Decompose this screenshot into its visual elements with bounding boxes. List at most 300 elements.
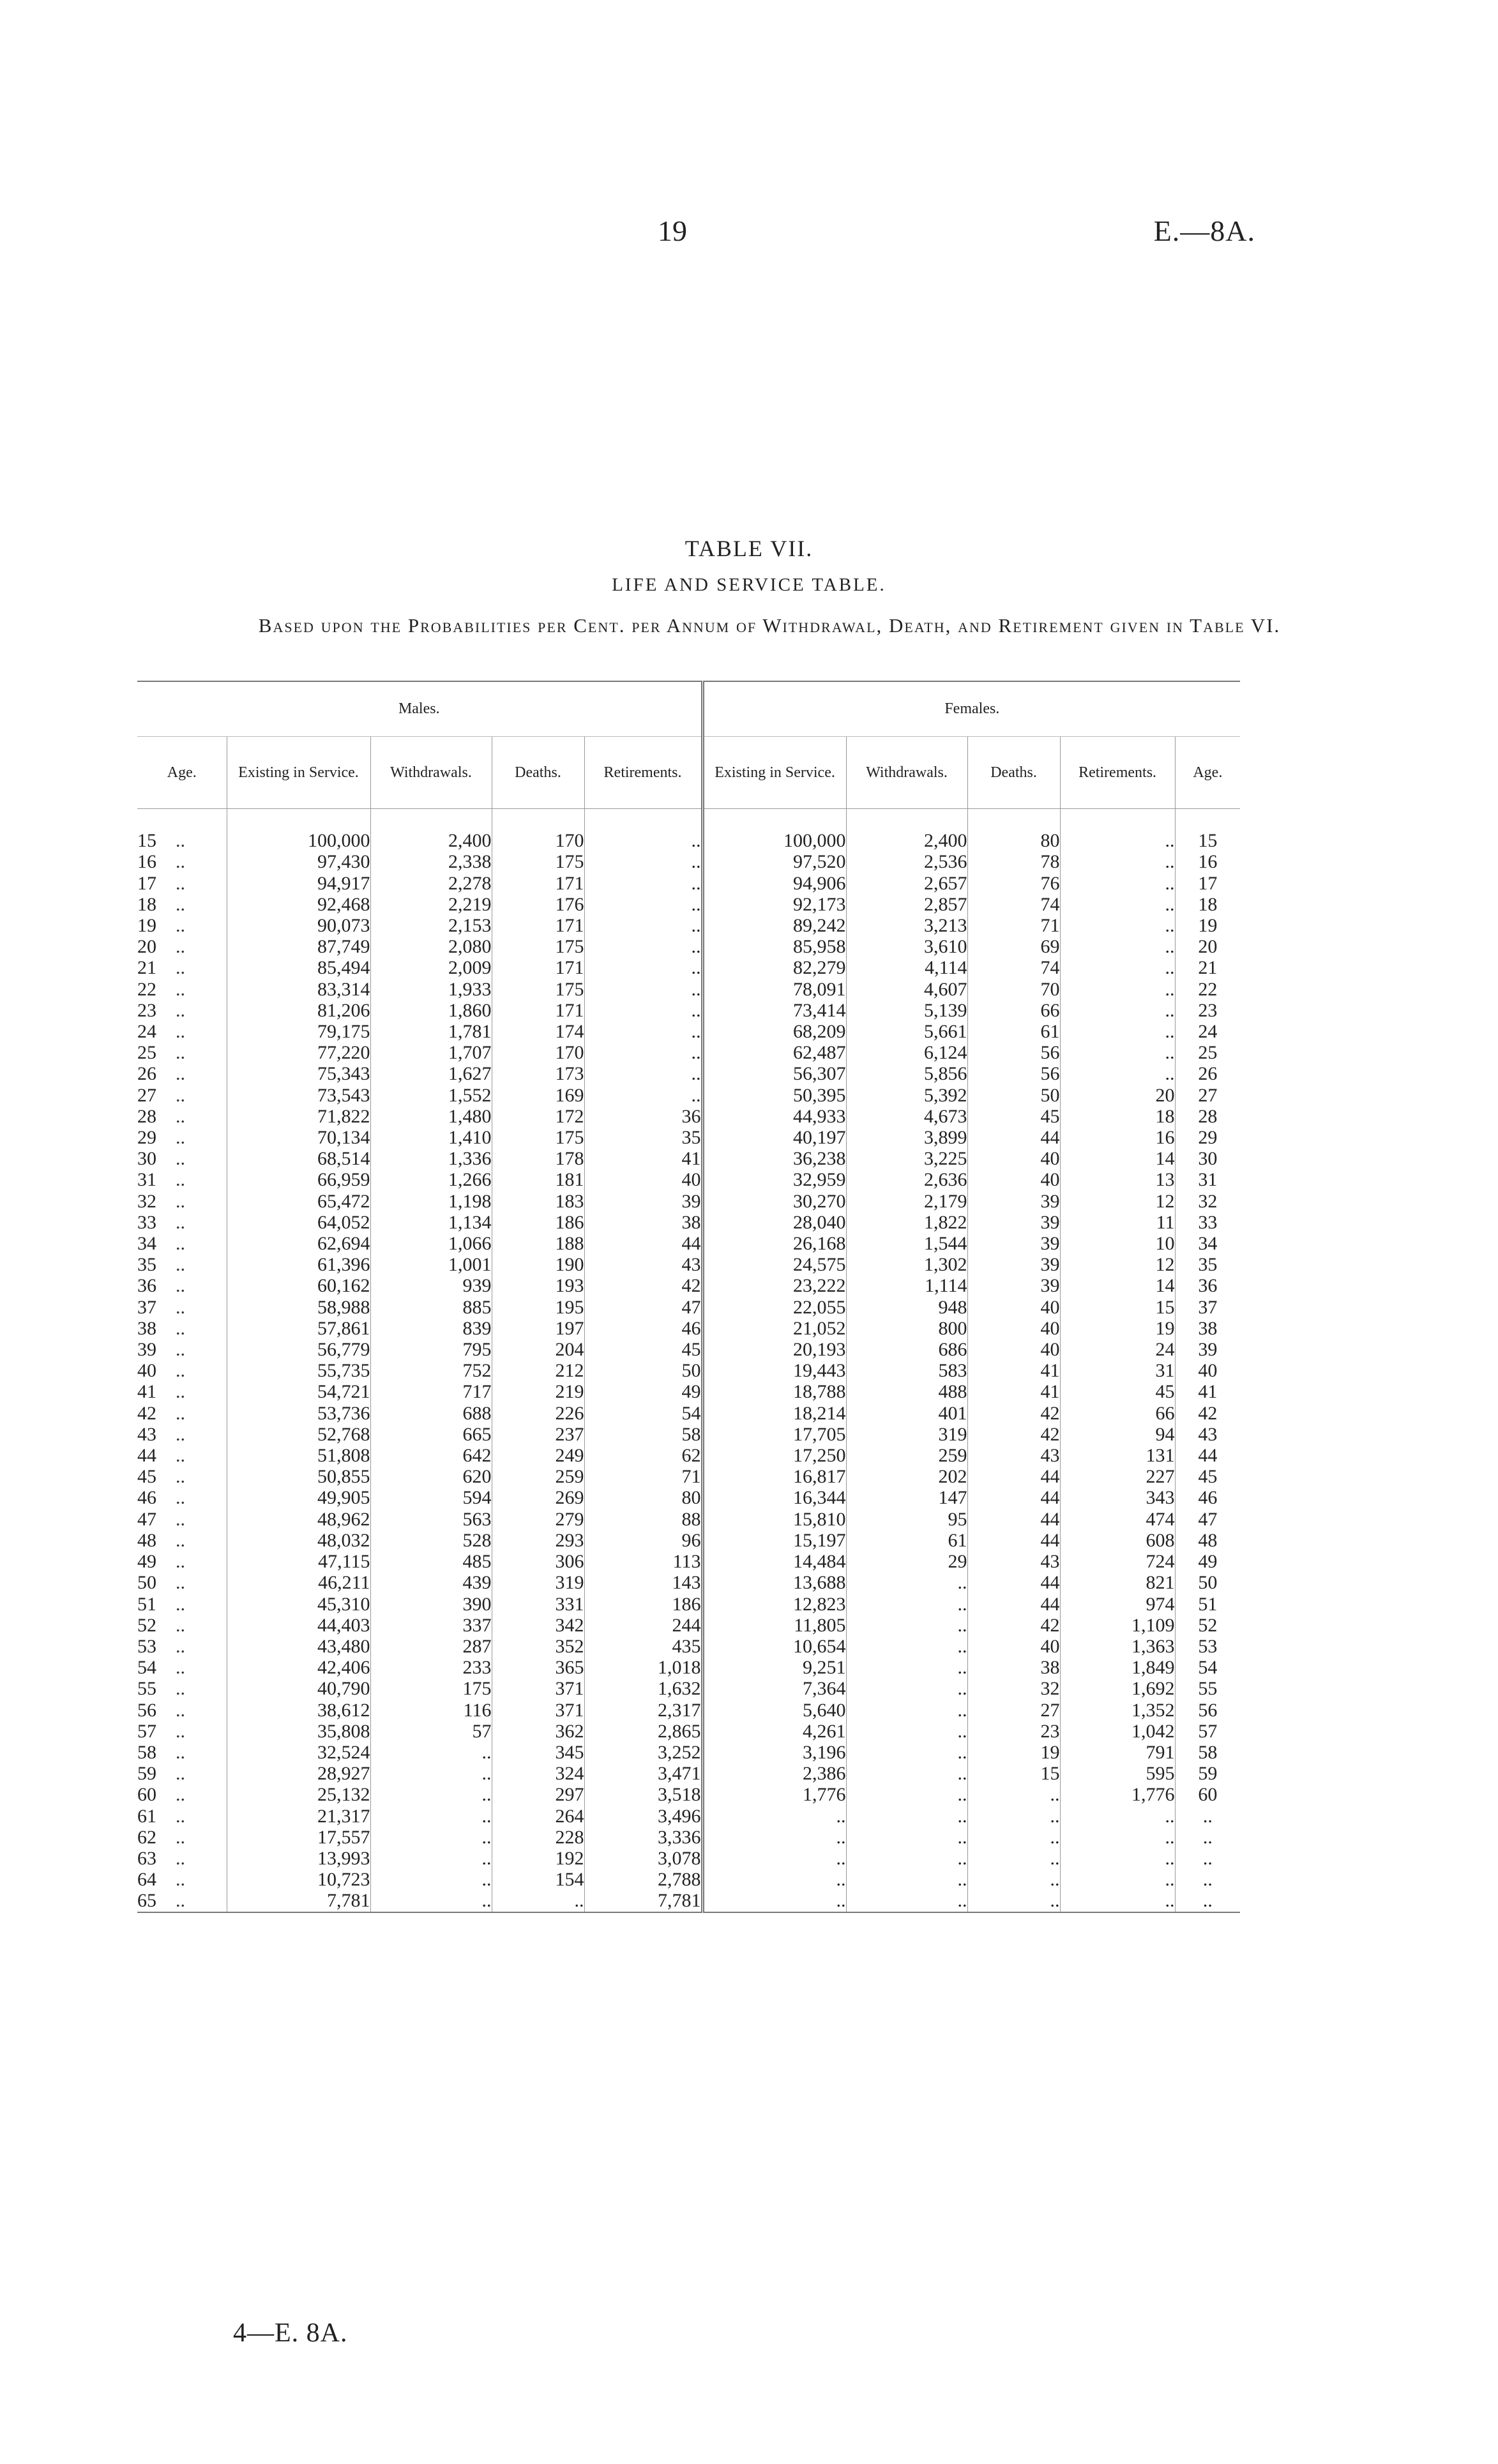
cell-female-withdrawals: .. <box>846 1572 967 1593</box>
cell-age: 31 .. <box>137 1169 185 1191</box>
cell-male-withdrawals: 620 <box>370 1466 492 1487</box>
page-number: 19 <box>658 215 687 247</box>
table-row <box>137 1169 1240 1190</box>
cell-female-deaths: .. <box>967 1784 1060 1805</box>
leader-dots: .. <box>156 1847 185 1869</box>
cell-age-right: 52 <box>1175 1615 1240 1636</box>
cell-female-withdrawals: 4,114 <box>846 957 967 978</box>
cell-female-existing: .. <box>702 1890 846 1912</box>
cell-male-retirements: .. <box>584 1063 702 1084</box>
cell-male-withdrawals: 1,480 <box>370 1106 492 1127</box>
cell-female-withdrawals: .. <box>846 1869 967 1890</box>
cell-age: 50 .. <box>137 1572 185 1594</box>
cell-male-existing: 53,736 <box>227 1403 370 1424</box>
cell-age-right: 24 <box>1175 1021 1240 1042</box>
cell-female-withdrawals: 4,673 <box>846 1106 967 1127</box>
leader-dots: .. <box>156 1063 185 1085</box>
cell-female-deaths: .. <box>967 1806 1060 1827</box>
cell-female-existing: 92,173 <box>702 894 846 915</box>
cell-female-existing: 30,270 <box>702 1191 846 1212</box>
cell-female-existing: 26,168 <box>702 1233 846 1254</box>
cell-age-right: 35 <box>1175 1254 1240 1275</box>
cell-male-retirements: .. <box>584 1021 702 1042</box>
cell-male-deaths: 371 <box>492 1700 584 1721</box>
cell-age: 42 .. <box>137 1402 185 1424</box>
cell-male-deaths: 183 <box>492 1191 584 1212</box>
cell-female-existing: 32,959 <box>702 1169 846 1190</box>
cell-age: 37 .. <box>137 1296 185 1318</box>
cell-age: 62 .. <box>137 1826 185 1848</box>
cell-age-right: 49 <box>1175 1551 1240 1572</box>
cell-male-retirements: .. <box>584 830 702 851</box>
cell-female-retirements: 19 <box>1060 1318 1175 1339</box>
table-description: Based upon the Probabilities per Cent. per Annum of Withdrawal, Death, and Retirement given in Table VI. <box>258 614 1281 637</box>
cell-female-withdrawals: 29 <box>846 1551 967 1572</box>
cell-male-deaths: 331 <box>492 1594 584 1615</box>
table-row <box>137 1042 1240 1063</box>
table-row <box>137 1466 1240 1487</box>
cell-male-withdrawals: 1,066 <box>370 1233 492 1254</box>
cell-male-withdrawals: .. <box>370 1848 492 1869</box>
cell-female-existing: 94,906 <box>702 873 846 894</box>
cell-female-retirements: 724 <box>1060 1551 1175 1572</box>
leader-dots: .. <box>156 1190 185 1212</box>
table-row <box>137 1784 1240 1805</box>
cell-female-retirements: 45 <box>1060 1381 1175 1402</box>
cell-male-withdrawals: 2,009 <box>370 957 492 978</box>
cell-age: 55 .. <box>137 1678 185 1700</box>
cell-female-withdrawals: 147 <box>846 1487 967 1508</box>
cell-age-right: 31 <box>1175 1169 1240 1190</box>
leader-dots: .. <box>156 1614 185 1636</box>
life-service-table <box>137 681 1240 1913</box>
cell-female-deaths: 41 <box>967 1360 1060 1381</box>
leader-dots: .. <box>156 1402 185 1424</box>
cell-male-deaths: 175 <box>492 936 584 957</box>
cell-female-existing: 18,214 <box>702 1403 846 1424</box>
cell-female-deaths: .. <box>967 1869 1060 1890</box>
cell-female-withdrawals: 2,179 <box>846 1191 967 1212</box>
cell-female-deaths: 40 <box>967 1318 1060 1339</box>
cell-female-deaths: 41 <box>967 1381 1060 1402</box>
cell-male-existing: 58,988 <box>227 1297 370 1318</box>
table-title: TABLE VII. <box>685 536 813 561</box>
cell-male-withdrawals: 1,336 <box>370 1148 492 1169</box>
cell-male-retirements: 88 <box>584 1509 702 1530</box>
cell-male-retirements: 7,781 <box>584 1890 702 1912</box>
leader-dots: .. <box>156 978 185 1000</box>
cell-male-existing: 25,132 <box>227 1784 370 1805</box>
cell-female-existing: 62,487 <box>702 1042 846 1063</box>
cell-age-right: .. <box>1175 1869 1240 1890</box>
cell-female-existing: 16,817 <box>702 1466 846 1487</box>
table-row <box>137 1212 1240 1233</box>
cell-female-retirements: .. <box>1060 1848 1175 1869</box>
cell-age-right: 27 <box>1175 1085 1240 1106</box>
cell-female-deaths: 71 <box>967 915 1060 936</box>
cell-male-existing: 46,211 <box>227 1572 370 1593</box>
cell-male-existing: 87,749 <box>227 936 370 957</box>
cell-female-deaths: 40 <box>967 1148 1060 1169</box>
cell-female-existing: 5,640 <box>702 1700 846 1721</box>
cell-female-withdrawals: 488 <box>846 1381 967 1402</box>
table-row <box>137 1509 1240 1530</box>
cell-age: 17 .. <box>137 872 185 894</box>
cell-female-retirements: 66 <box>1060 1403 1175 1424</box>
cell-male-retirements: 71 <box>584 1466 702 1487</box>
leader-dots: .. <box>156 1529 185 1551</box>
table-row <box>137 957 1240 978</box>
cell-age-right: 41 <box>1175 1381 1240 1402</box>
cell-age-right: 53 <box>1175 1636 1240 1657</box>
cell-age: 57 .. <box>137 1720 185 1742</box>
leader-dots: .. <box>156 1657 185 1679</box>
cell-female-retirements: 974 <box>1060 1594 1175 1615</box>
cell-male-existing: 43,480 <box>227 1636 370 1657</box>
cell-female-existing: 36,238 <box>702 1148 846 1169</box>
cell-male-existing: 79,175 <box>227 1021 370 1042</box>
cell-male-withdrawals: 688 <box>370 1403 492 1424</box>
cell-male-deaths: 293 <box>492 1530 584 1551</box>
cell-female-withdrawals: .. <box>846 1594 967 1615</box>
cell-female-deaths: 66 <box>967 1000 1060 1021</box>
cell-age: 45 .. <box>137 1466 185 1488</box>
cell-female-existing: 85,958 <box>702 936 846 957</box>
cell-age-right: 19 <box>1175 915 1240 936</box>
cell-female-existing: 1,776 <box>702 1784 846 1805</box>
cell-male-existing: 83,314 <box>227 979 370 1000</box>
cell-male-deaths: 324 <box>492 1763 584 1784</box>
cell-female-retirements: .. <box>1060 1063 1175 1084</box>
cell-male-deaths: 306 <box>492 1551 584 1572</box>
cell-male-existing: 49,905 <box>227 1487 370 1508</box>
cell-male-retirements: 39 <box>584 1191 702 1212</box>
cell-male-deaths: 188 <box>492 1233 584 1254</box>
cell-female-retirements: 11 <box>1060 1212 1175 1233</box>
cell-female-retirements: 131 <box>1060 1445 1175 1466</box>
leader-dots: .. <box>156 999 185 1021</box>
table-row <box>137 1742 1240 1763</box>
cell-male-deaths: 190 <box>492 1254 584 1275</box>
cell-male-deaths: 228 <box>492 1827 584 1848</box>
cell-female-existing: 12,823 <box>702 1594 846 1615</box>
cell-female-deaths: .. <box>967 1827 1060 1848</box>
cell-female-deaths: 42 <box>967 1403 1060 1424</box>
cell-male-retirements: 41 <box>584 1148 702 1169</box>
cell-male-deaths: 237 <box>492 1424 584 1445</box>
cell-male-withdrawals: 1,707 <box>370 1042 492 1063</box>
cell-age: 46 .. <box>137 1487 185 1509</box>
cell-male-deaths: 212 <box>492 1360 584 1381</box>
cell-female-withdrawals: 259 <box>846 1445 967 1466</box>
cell-female-withdrawals: 1,544 <box>846 1233 967 1254</box>
cell-male-deaths: 192 <box>492 1848 584 1869</box>
cell-male-existing: 61,396 <box>227 1254 370 1275</box>
cell-age-right: 45 <box>1175 1466 1240 1487</box>
cell-female-withdrawals: .. <box>846 1806 967 1827</box>
cell-female-retirements: 20 <box>1060 1085 1175 1106</box>
cell-female-existing: 50,395 <box>702 1085 846 1106</box>
cell-male-deaths: 181 <box>492 1169 584 1190</box>
table-row <box>137 1297 1240 1318</box>
leader-dots: .. <box>156 1275 185 1297</box>
cell-male-withdrawals: 2,338 <box>370 851 492 872</box>
cell-female-existing: 44,933 <box>702 1106 846 1127</box>
cell-female-deaths: 44 <box>967 1487 1060 1508</box>
table-row <box>137 1763 1240 1784</box>
cell-female-existing: 82,279 <box>702 957 846 978</box>
cell-female-retirements: 13 <box>1060 1169 1175 1190</box>
cell-male-deaths: 154 <box>492 1869 584 1890</box>
cell-male-withdrawals: 337 <box>370 1615 492 1636</box>
cell-female-deaths: .. <box>967 1890 1060 1912</box>
leader-dots: .. <box>156 1021 185 1043</box>
cell-female-deaths: 19 <box>967 1742 1060 1763</box>
cell-female-deaths: 78 <box>967 851 1060 872</box>
cell-male-retirements: 36 <box>584 1106 702 1127</box>
table-row <box>137 1636 1240 1657</box>
cell-male-deaths: 352 <box>492 1636 584 1657</box>
cell-age: 33 .. <box>137 1211 185 1233</box>
cell-female-existing: .. <box>702 1827 846 1848</box>
cell-male-retirements: 47 <box>584 1297 702 1318</box>
cell-male-retirements: 62 <box>584 1445 702 1466</box>
cell-female-retirements: 1,352 <box>1060 1700 1175 1721</box>
cell-male-existing: 100,000 <box>227 830 370 851</box>
cell-male-deaths: 195 <box>492 1297 584 1318</box>
leader-dots: .. <box>156 830 185 852</box>
cell-female-withdrawals: 202 <box>846 1466 967 1487</box>
cell-female-retirements: .. <box>1060 830 1175 851</box>
cell-female-retirements: .. <box>1060 894 1175 915</box>
cell-female-deaths: 76 <box>967 873 1060 894</box>
cell-male-retirements: .. <box>584 851 702 872</box>
col-female-existing: Existing in Service. <box>702 737 846 809</box>
table-row <box>137 1700 1240 1721</box>
cell-female-existing: 100,000 <box>702 830 846 851</box>
cell-male-existing: 85,494 <box>227 957 370 978</box>
cell-female-existing: 11,805 <box>702 1615 846 1636</box>
cell-male-retirements: 2,865 <box>584 1721 702 1742</box>
cell-male-existing: 68,514 <box>227 1148 370 1169</box>
cell-age: 44 .. <box>137 1445 185 1467</box>
cell-male-existing: 21,317 <box>227 1806 370 1827</box>
cell-male-existing: 13,993 <box>227 1848 370 1869</box>
cell-female-withdrawals: .. <box>846 1890 967 1912</box>
table-row <box>137 936 1240 957</box>
cell-female-withdrawals: 2,400 <box>846 830 967 851</box>
cell-female-deaths: 43 <box>967 1445 1060 1466</box>
cell-female-deaths: 27 <box>967 1700 1060 1721</box>
cell-male-retirements: 143 <box>584 1572 702 1593</box>
cell-male-retirements: 50 <box>584 1360 702 1381</box>
cell-male-existing: 65,472 <box>227 1191 370 1212</box>
cell-female-retirements: 1,849 <box>1060 1657 1175 1678</box>
cell-female-retirements: 608 <box>1060 1530 1175 1551</box>
cell-female-withdrawals: 948 <box>846 1297 967 1318</box>
cell-female-retirements: 821 <box>1060 1572 1175 1593</box>
cell-female-withdrawals: 3,610 <box>846 936 967 957</box>
cell-female-retirements: .. <box>1060 915 1175 936</box>
col-male-deaths: Deaths. <box>492 737 584 809</box>
cell-female-deaths: 50 <box>967 1085 1060 1106</box>
cell-male-existing: 38,612 <box>227 1700 370 1721</box>
cell-male-retirements: .. <box>584 894 702 915</box>
cell-male-existing: 75,343 <box>227 1063 370 1084</box>
cell-male-deaths: 175 <box>492 851 584 872</box>
cell-female-withdrawals: 3,225 <box>846 1148 967 1169</box>
cell-female-deaths: 74 <box>967 957 1060 978</box>
cell-female-retirements: .. <box>1060 1000 1175 1021</box>
cell-age-right: 40 <box>1175 1360 1240 1381</box>
cell-female-existing: 78,091 <box>702 979 846 1000</box>
cell-female-retirements: 14 <box>1060 1275 1175 1296</box>
cell-female-deaths: 40 <box>967 1636 1060 1657</box>
cell-male-existing: 42,406 <box>227 1657 370 1678</box>
cell-male-deaths: 176 <box>492 894 584 915</box>
table-row <box>137 1721 1240 1742</box>
cell-female-retirements: 1,042 <box>1060 1721 1175 1742</box>
cell-age-right: 51 <box>1175 1594 1240 1615</box>
col-male-withdrawals: Withdrawals. <box>370 737 492 809</box>
cell-male-withdrawals: 939 <box>370 1275 492 1296</box>
cell-female-existing: 17,250 <box>702 1445 846 1466</box>
cell-male-deaths: 171 <box>492 873 584 894</box>
cell-male-withdrawals: 1,860 <box>370 1000 492 1021</box>
cell-female-retirements: 31 <box>1060 1360 1175 1381</box>
leader-dots: .. <box>156 1805 185 1827</box>
cell-female-deaths: 39 <box>967 1233 1060 1254</box>
cell-female-retirements: 16 <box>1060 1127 1175 1148</box>
cell-male-withdrawals: 717 <box>370 1381 492 1402</box>
cell-male-withdrawals: .. <box>370 1827 492 1848</box>
cell-male-retirements: 3,336 <box>584 1827 702 1848</box>
cell-male-withdrawals: 116 <box>370 1700 492 1721</box>
cell-male-retirements: 40 <box>584 1169 702 1190</box>
cell-age: 22 .. <box>137 978 185 1000</box>
cell-female-existing: 20,193 <box>702 1339 846 1360</box>
table-row <box>137 1530 1240 1551</box>
cell-age-right: 36 <box>1175 1275 1240 1296</box>
col-female-deaths: Deaths. <box>967 737 1060 809</box>
cell-female-withdrawals: 4,607 <box>846 979 967 1000</box>
cell-male-existing: 28,927 <box>227 1763 370 1784</box>
cell-male-existing: 97,430 <box>227 851 370 872</box>
cell-male-existing: 7,781 <box>227 1890 370 1912</box>
cell-male-existing: 70,134 <box>227 1127 370 1148</box>
leader-dots: .. <box>156 1784 185 1806</box>
cell-male-retirements: 1,018 <box>584 1657 702 1678</box>
cell-age: 40 .. <box>137 1360 185 1382</box>
cell-age: 39 .. <box>137 1339 185 1361</box>
cell-male-deaths: 171 <box>492 1000 584 1021</box>
cell-male-retirements: 3,496 <box>584 1806 702 1827</box>
table-row <box>137 1191 1240 1212</box>
cell-male-deaths: 249 <box>492 1445 584 1466</box>
cell-male-withdrawals: .. <box>370 1742 492 1763</box>
cell-female-deaths: 56 <box>967 1063 1060 1084</box>
cell-age-right: 30 <box>1175 1148 1240 1169</box>
cell-male-retirements: 96 <box>584 1530 702 1551</box>
cell-male-retirements: 3,078 <box>584 1848 702 1869</box>
cell-age: 65 .. <box>137 1890 227 1912</box>
cell-male-existing: 94,917 <box>227 873 370 894</box>
cell-age: 38 .. <box>137 1317 185 1339</box>
cell-female-existing: 14,484 <box>702 1551 846 1572</box>
cell-age-right: 33 <box>1175 1212 1240 1233</box>
cell-male-deaths: 173 <box>492 1063 584 1084</box>
leader-dots: .. <box>156 915 185 936</box>
cell-male-deaths: 319 <box>492 1572 584 1593</box>
leader-dots: .. <box>156 1869 185 1891</box>
table-row <box>137 1551 1240 1572</box>
cell-female-retirements: 15 <box>1060 1297 1175 1318</box>
cell-male-withdrawals: 2,400 <box>370 830 492 851</box>
cell-age: 21 .. <box>137 957 185 979</box>
cell-female-existing: .. <box>702 1869 846 1890</box>
cell-female-withdrawals: .. <box>846 1615 967 1636</box>
cell-male-withdrawals: 439 <box>370 1572 492 1593</box>
cell-age: 52 .. <box>137 1614 185 1636</box>
cell-female-existing: 22,055 <box>702 1297 846 1318</box>
cell-male-withdrawals: 287 <box>370 1636 492 1657</box>
cell-female-retirements: 94 <box>1060 1424 1175 1445</box>
cell-age: 28 .. <box>137 1105 185 1127</box>
cell-female-deaths: 45 <box>967 1106 1060 1127</box>
cell-age-right: 42 <box>1175 1403 1240 1424</box>
cell-age: 23 .. <box>137 999 185 1021</box>
cell-age-right: 56 <box>1175 1700 1240 1721</box>
cell-female-existing: 17,705 <box>702 1424 846 1445</box>
cell-age-right: 37 <box>1175 1297 1240 1318</box>
leader-dots: .. <box>156 1763 185 1785</box>
table-row <box>137 1381 1240 1402</box>
table-row <box>137 1000 1240 1021</box>
leader-dots: .. <box>156 1360 185 1382</box>
cell-male-retirements: .. <box>584 915 702 936</box>
leader-dots: .. <box>156 1381 185 1403</box>
cell-age: 48 .. <box>137 1529 185 1551</box>
cell-male-withdrawals: 528 <box>370 1530 492 1551</box>
cell-male-withdrawals: 2,219 <box>370 894 492 915</box>
cell-age: 29 .. <box>137 1127 185 1149</box>
cell-female-existing: 97,520 <box>702 851 846 872</box>
leader-dots: .. <box>156 936 185 958</box>
cell-female-existing: 40,197 <box>702 1127 846 1148</box>
cell-female-deaths: 44 <box>967 1572 1060 1593</box>
cell-female-withdrawals: 2,636 <box>846 1169 967 1190</box>
cell-female-deaths: 40 <box>967 1339 1060 1360</box>
cell-male-deaths: 197 <box>492 1318 584 1339</box>
cell-male-withdrawals: 1,933 <box>370 979 492 1000</box>
cell-age: 24 .. <box>137 1021 185 1043</box>
leader-dots: .. <box>156 1211 185 1233</box>
cell-male-retirements: 3,252 <box>584 1742 702 1763</box>
leader-dots: .. <box>156 1148 185 1170</box>
cell-female-deaths: 44 <box>967 1594 1060 1615</box>
cell-female-retirements: .. <box>1060 851 1175 872</box>
cell-female-existing: 7,364 <box>702 1678 846 1699</box>
table-row <box>137 894 1240 915</box>
cell-male-existing: 56,779 <box>227 1339 370 1360</box>
cell-male-withdrawals: 563 <box>370 1509 492 1530</box>
cell-age: 35 .. <box>137 1254 185 1276</box>
cell-female-withdrawals: 319 <box>846 1424 967 1445</box>
cell-male-withdrawals: 885 <box>370 1297 492 1318</box>
cell-male-existing: 71,822 <box>227 1106 370 1127</box>
cell-male-withdrawals: 1,781 <box>370 1021 492 1042</box>
cell-male-withdrawals: .. <box>370 1890 492 1912</box>
